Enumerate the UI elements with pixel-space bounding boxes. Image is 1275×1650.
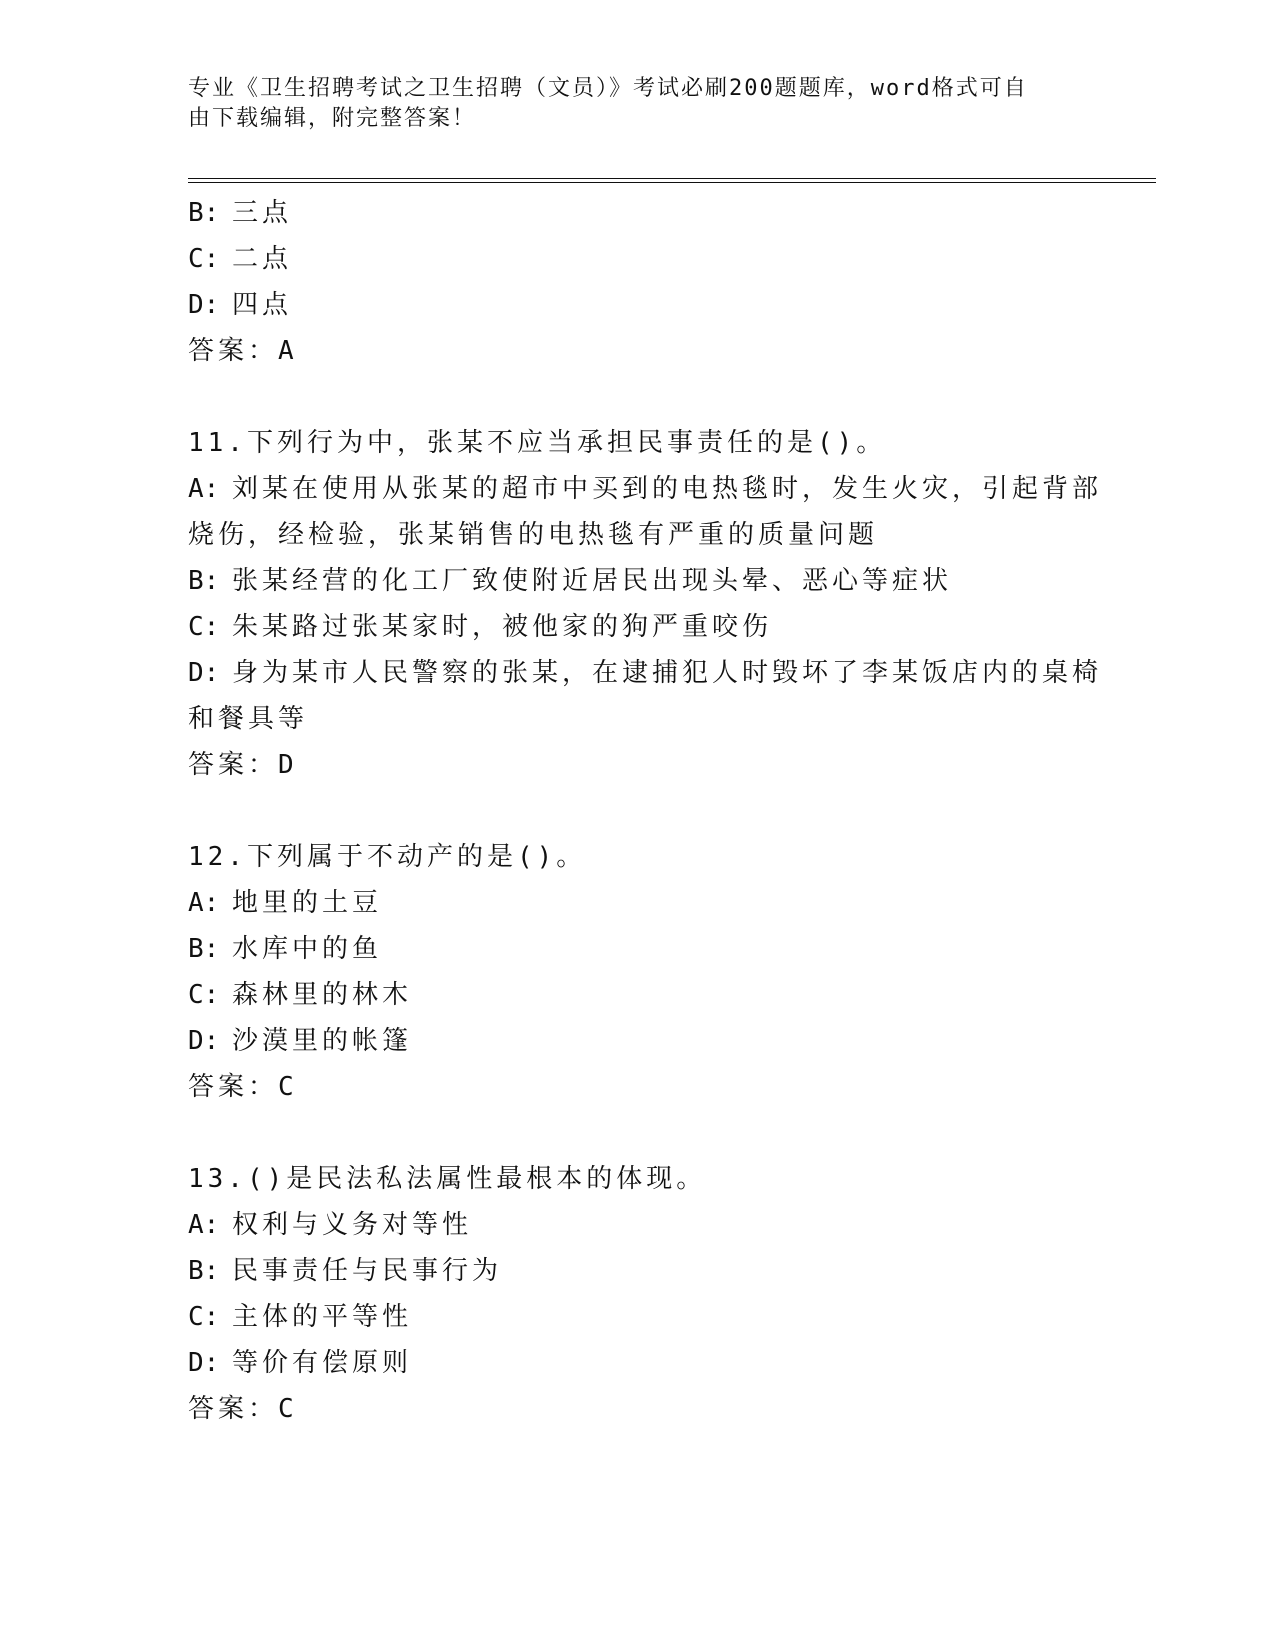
option-a-continuation: 烧伤，经检验，张某销售的电热毯有严重的质量问题 (188, 520, 879, 550)
option-label: C: (188, 612, 220, 642)
option-text: 权利与义务对等性 (232, 1210, 473, 1240)
question-stem: 11.下列行为中，张某不应当承担民事责任的是()。 (188, 428, 887, 458)
header-line-1: 专业《卫生招聘考试之卫生招聘（文员）》考试必刷200题题库，word格式可自 (188, 76, 1028, 101)
option-label: C: (188, 244, 220, 274)
option-b (188, 558, 1088, 604)
question-block-12 (188, 834, 1088, 1110)
option-label: A: (188, 1210, 220, 1240)
option-text: 等价有偿原则 (232, 1348, 413, 1378)
spacer (188, 788, 1088, 834)
option-text: 刘某在使用从张某的超市中买到的电热毯时，发生火灾，引起背部 (232, 474, 1103, 504)
option-label: D: (188, 1348, 220, 1378)
document-header (188, 74, 1088, 134)
option-label: A: (188, 474, 220, 504)
option-d (188, 650, 1103, 696)
header-divider (188, 178, 1156, 183)
question-list (188, 190, 1103, 1432)
answer-line: 答案：D (188, 750, 298, 780)
option-text: 张某经营的化工厂致使附近居民出现头晕、恶心等症状 (232, 566, 953, 596)
option-c (188, 972, 1088, 1018)
question-stem: 12.下列属于不动产的是()。 (188, 842, 587, 872)
option-label: A: (188, 888, 220, 918)
option-d (188, 282, 1088, 328)
option-text: 四点 (232, 290, 293, 320)
option-label: D: (188, 290, 220, 320)
spacer (188, 1110, 1088, 1156)
option-label: B: (188, 566, 220, 596)
spacer (188, 374, 1088, 420)
option-label: C: (188, 980, 220, 1010)
question-block-11 (188, 420, 1103, 788)
option-label: C: (188, 1302, 220, 1332)
option-text: 地里的土豆 (232, 888, 383, 918)
answer-line: 答案：C (188, 1394, 298, 1424)
option-text: 朱某路过张某家时，被他家的狗严重咬伤 (232, 612, 773, 642)
option-d-continuation: 和餐具等 (188, 704, 309, 734)
option-text: 沙漠里的帐篷 (232, 1026, 413, 1056)
option-a (188, 466, 1103, 512)
option-d (188, 1018, 1088, 1064)
option-text: 二点 (232, 244, 293, 274)
option-label: B: (188, 1256, 220, 1286)
question-block-13 (188, 1156, 1088, 1432)
option-a (188, 880, 1088, 926)
option-text: 森林里的林木 (232, 980, 413, 1010)
answer-line: 答案：A (188, 336, 298, 366)
option-text: 身为某市人民警察的张某，在逮捕犯人时毁坏了李某饭店内的桌椅 (232, 658, 1103, 688)
option-d (188, 1340, 1088, 1386)
header-line-2: 由下载编辑，附完整答案！ (188, 106, 477, 131)
option-text: 民事责任与民事行为 (232, 1256, 503, 1286)
option-label: B: (188, 934, 220, 964)
option-text: 水库中的鱼 (232, 934, 383, 964)
question-block-10 (188, 190, 1088, 374)
answer-line: 答案：C (188, 1072, 298, 1102)
question-stem: 13.()是民法私法属性最根本的体现。 (188, 1164, 707, 1194)
option-c (188, 236, 1088, 282)
option-c (188, 1294, 1088, 1340)
option-label: D: (188, 658, 220, 688)
option-text: 三点 (232, 198, 293, 228)
option-label: D: (188, 1026, 220, 1056)
option-text: 主体的平等性 (232, 1302, 413, 1332)
option-label: B: (188, 198, 220, 228)
option-c (188, 604, 1088, 650)
option-b (188, 1248, 1088, 1294)
option-b (188, 190, 1088, 236)
option-b (188, 926, 1088, 972)
option-a (188, 1202, 1088, 1248)
